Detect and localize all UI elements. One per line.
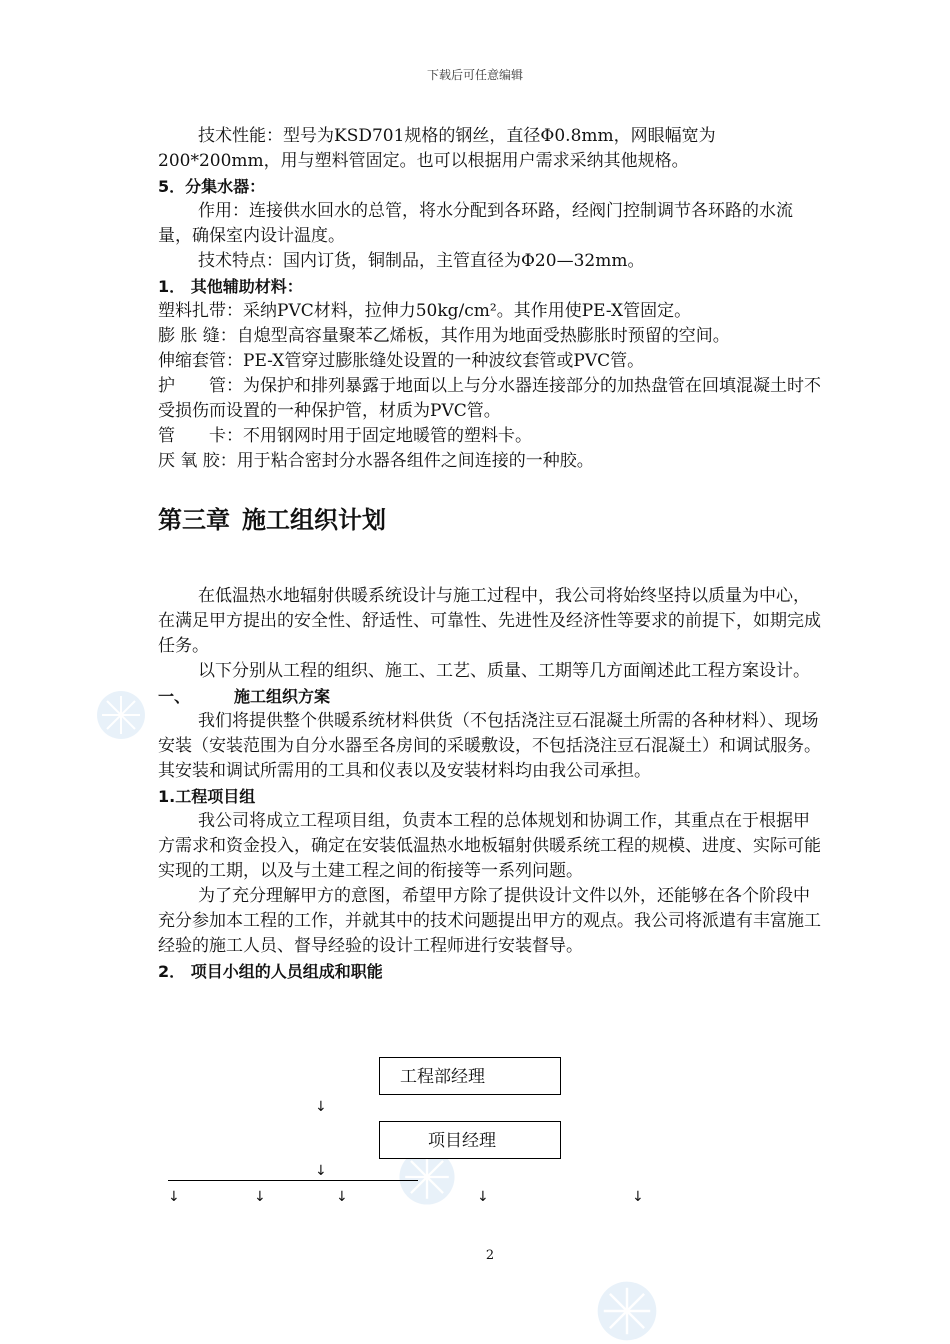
watermark-snowflake-icon [94,688,148,742]
chapter-number: 第三章 [158,506,230,534]
arrow-down-icon: ↓ [168,1189,180,1205]
heading-manifold: 5．分集水器： [158,177,266,196]
paragraph: 作用：连接供水回水的总管，将水分配到各环路，经阀门控制调节各环路的水流量，确保室内设计温度。 [158,201,793,246]
watermark-snowflake-icon [594,1278,660,1344]
org-branch-line [168,1180,418,1181]
list-item: 伸缩套管：PE-X管穿过膨胀缝处设置的一种波纹套管或PVC管。 [158,351,645,371]
arrow-down-icon: ↓ [632,1189,644,1205]
arrow-down-icon: ↓ [315,1163,327,1179]
paragraph: 我们将提供整个供暖系统材料供货（不包括浇注豆石混凝土所需的各种材料）、现场安装（安装范围为自分水器至各房间的采暖敷设，不包括浇注豆石混凝土）和调试服务。其安装和调试所需用的工具和仪表以及安装材料均由我公司承担。 [158,711,821,781]
arrow-down-icon: ↓ [477,1189,489,1205]
section-organization [158,584,826,984]
paragraph: 在低温热水地辐射供暖系统设计与施工过程中，我公司将始终坚持以质量为中心，在满足甲方提出的安全性、舒适性、可靠性、先进性及经济性等要求的前提下，如期完成任务。 [158,586,821,656]
arrow-down-icon: ↓ [254,1189,266,1205]
paragraph: 技术性能：型号为KSD701规格的钢丝，直径Φ0.8mm，网眼幅宽为200*200mm，用与塑料管固定。也可以根据用户需求采纳其他规格。 [158,126,716,171]
arrow-down-icon: ↓ [315,1099,327,1115]
list-item: 膨 胀 缝：自熄型高容量聚苯乙烯板，其作用为地面受热膨胀时预留的空间。 [158,326,730,346]
arrow-down-icon: ↓ [336,1189,348,1205]
heading-team-members: 2． 项目小组的人员组成和职能 [158,962,383,981]
list-item: 厌 氧 胶：用于粘合密封分水器各组件之间连接的一种胶。 [158,451,594,471]
list-item: 管 卡：不用钢网时用于固定地暖管的塑料卡。 [158,426,532,446]
org-box-engineering-manager: 工程部经理 [379,1057,561,1095]
list-item: 塑料扎带：采纳PVC材料，拉伸力50kg/cm²。其作用使PE-X管固定。 [158,301,692,321]
section-materials [158,124,826,474]
heading-project-team: 1.工程项目组 [158,787,256,806]
org-box-project-manager: 项目经理 [379,1121,561,1159]
heading-aux-materials: 1． 其他辅助材料： [158,277,303,296]
paragraph: 技术特点：国内订货，铜制品，主管直径为Φ20—32mm。 [198,251,645,271]
paragraph: 我公司将成立工程项目组，负责本工程的总体规划和协调工作，其重点在于根据甲方需求和资金投入，确定在安装低温热水地板辐射供暖系统工程的规模、进度、实际可能实现的工期，以及与土建工程之间的衔接等一系列问题。 [158,811,821,881]
heading-org-plan: 一、 施工组织方案 [158,687,331,706]
list-item: 护 管：为保护和排列暴露于地面以上与分水器连接部分的加热盘管在回填混凝土时不受损伤而设置的一种保护管，材质为PVC管。 [158,376,821,421]
paragraph: 以下分别从工程的组织、施工、工艺、质量、工期等几方面阐述此工程方案设计。 [198,661,810,681]
page-header: 下载后可任意编辑 [426,68,523,82]
paragraph: 为了充分理解甲方的意图，希望甲方除了提供设计文件以外，还能够在各个阶段中充分参加本工程的工作，并就其中的技术问题提出甲方的观点。我公司将派遣有丰富施工经验的施工人员、督导经验的设计工程师进行安装督导。 [158,886,821,956]
chapter-title [158,500,386,535]
chapter-name: 施工组织计划 [242,506,386,534]
page-number: 2 [485,1248,495,1263]
